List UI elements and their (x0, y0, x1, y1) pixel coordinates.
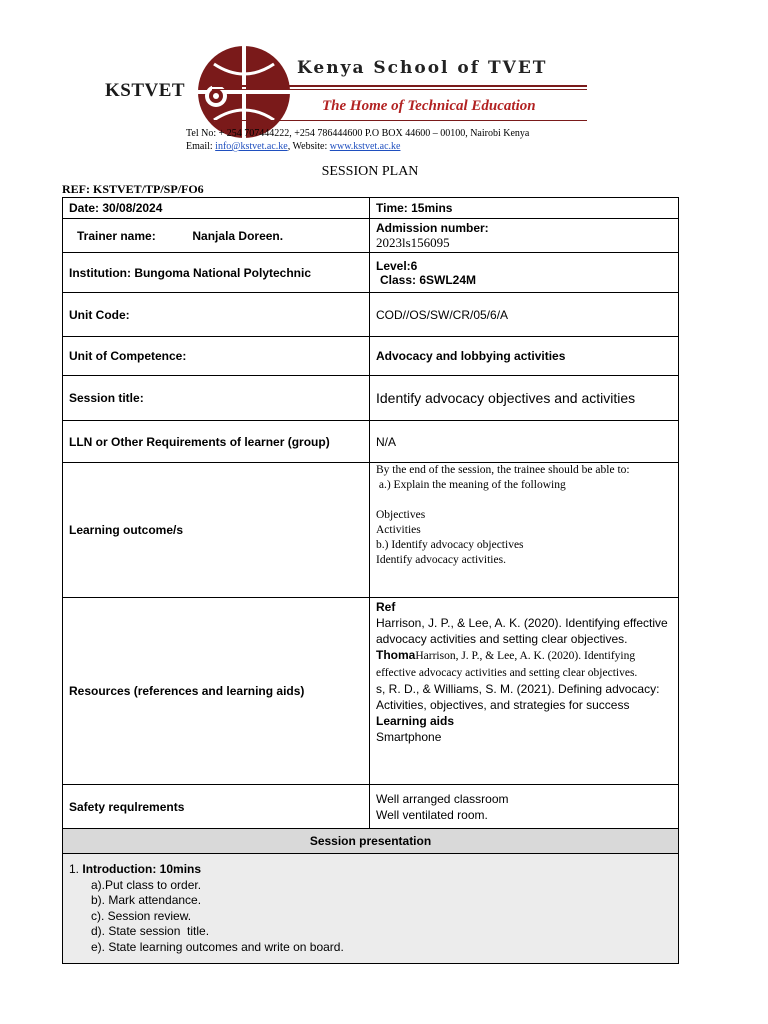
outcome-label: Learning outcome/s (63, 463, 370, 598)
lln-label: LLN or Other Requirements of learner (group) (63, 421, 370, 463)
aids-heading: Learning aids (376, 714, 455, 728)
letterhead-rule-motto (212, 120, 587, 121)
document-ref: REF: KSTVET/TP/SP/FO6 (62, 182, 204, 196)
letterhead-abbr: KSTVET (105, 80, 186, 101)
safety-cell (370, 785, 679, 829)
presentation-header: Session presentation (63, 829, 679, 854)
letterhead-rule-bottom (212, 89, 587, 90)
competence-label: Unit of Competence: (63, 337, 370, 376)
table-row (63, 829, 679, 854)
level-class-cell (370, 253, 679, 293)
letterhead-rule-top (212, 85, 587, 87)
outcome-line: Activities (376, 524, 421, 536)
admission-cell (370, 219, 679, 253)
intro-heading-line (69, 862, 672, 878)
session-title-label: Session title: (63, 376, 370, 421)
class-value: Class: 6SWL24M (380, 272, 477, 287)
date-cell: Date: 30/08/2024 (63, 198, 370, 219)
document-title: SESSION PLAN (321, 164, 419, 179)
email-label: Email: (186, 141, 216, 152)
letterhead-email-line (186, 141, 400, 152)
table-row (63, 854, 679, 964)
outcome-line: By the end of the session, the trainee should be able to: (376, 464, 630, 476)
competence-value: Advocacy and lobbying activities (370, 337, 679, 376)
outcome-line: a.) Explain the meaning of the following (376, 479, 566, 491)
level-value: Level:6 (376, 258, 418, 273)
trainer-label: Trainer name: (77, 228, 156, 243)
kstvet-logo-icon (194, 44, 294, 140)
unit-code-value: COD//OS/SW/CR/05/6/A (370, 293, 679, 337)
letterhead-name: Kenya School of TVET (297, 58, 548, 78)
email-link[interactable]: info@kstvet.ac.ke (215, 141, 288, 152)
table-row (63, 253, 679, 293)
reference-2-inserted: Harrison, J. P., & Lee, A. K. (2020). Identifying effective advocacy activities and setting clear objectives. (376, 650, 638, 679)
reference-1: Harrison, J. P., & Lee, A. K. (2020). Identifying effective advocacy activities and setting clear objectives. (376, 616, 668, 646)
resources-label: Resources (references and learning aids) (63, 598, 370, 785)
ref-heading: Ref (376, 600, 396, 614)
table-row (63, 598, 679, 785)
reference-2-prefix: Thoma (376, 648, 416, 662)
admission-value: 2023ls156095 (376, 234, 450, 250)
trainer-cell (63, 219, 370, 253)
institution-cell: Institution: Bungoma National Polytechnic (63, 253, 370, 293)
safety-line: Well ventilated room. (376, 807, 488, 822)
reference-2-rest: s, R. D., & Williams, S. M. (2021). Defining advocacy: Activities, objectives, and strategies for success (376, 682, 660, 712)
intro-item: c). Session review. (91, 908, 192, 923)
table-row (63, 785, 679, 829)
letterhead-contact: Tel No: + 254 707444222, +254 786444600 P.O BOX 44600 – 00100, Nairobi Kenya (186, 128, 530, 139)
session-title-value: Identify advocacy objectives and activities (370, 376, 679, 421)
reference-2 (376, 647, 672, 681)
safety-label: Safety requlrements (63, 785, 370, 829)
outcome-line (376, 493, 672, 508)
resources-cell (370, 598, 679, 785)
intro-item: b). Mark attendance. (91, 893, 202, 907)
table-row (63, 219, 679, 253)
table-row (63, 337, 679, 376)
outcome-cell (370, 463, 679, 598)
website-link[interactable]: www.kstvet.ac.ke (329, 141, 401, 152)
session-plan-table (62, 197, 679, 964)
table-row (63, 376, 679, 421)
outcome-line: Identify advocacy activities. (376, 554, 506, 566)
time-cell: Time: 15mins (370, 198, 679, 219)
admission-label: Admission number: (376, 220, 489, 235)
intro-heading: Introduction: 10mins (82, 862, 202, 876)
introduction-cell (63, 854, 679, 964)
website-label: , Website: (287, 141, 330, 152)
intro-item: e). State learning outcomes and write on board. (91, 939, 344, 954)
unit-code-label: Unit Code: (63, 293, 370, 337)
outcome-line: b.) Identify advocacy objectives (376, 539, 524, 551)
table-row (63, 198, 679, 219)
table-row (63, 421, 679, 463)
safety-line: Well arranged classroom (376, 791, 509, 806)
intro-number: 1. (69, 862, 80, 876)
aids-value: Smartphone (376, 730, 442, 744)
lln-value: N/A (370, 421, 679, 463)
table-row (63, 463, 679, 598)
outcome-line: Objectives (376, 509, 426, 521)
trainer-name: Nanjala Doreen. (192, 228, 284, 243)
intro-item: a).Put class to order. (91, 877, 202, 892)
table-row (63, 293, 679, 337)
intro-item: d). State session title. (91, 924, 210, 938)
letterhead-motto: The Home of Technical Education (322, 98, 536, 114)
